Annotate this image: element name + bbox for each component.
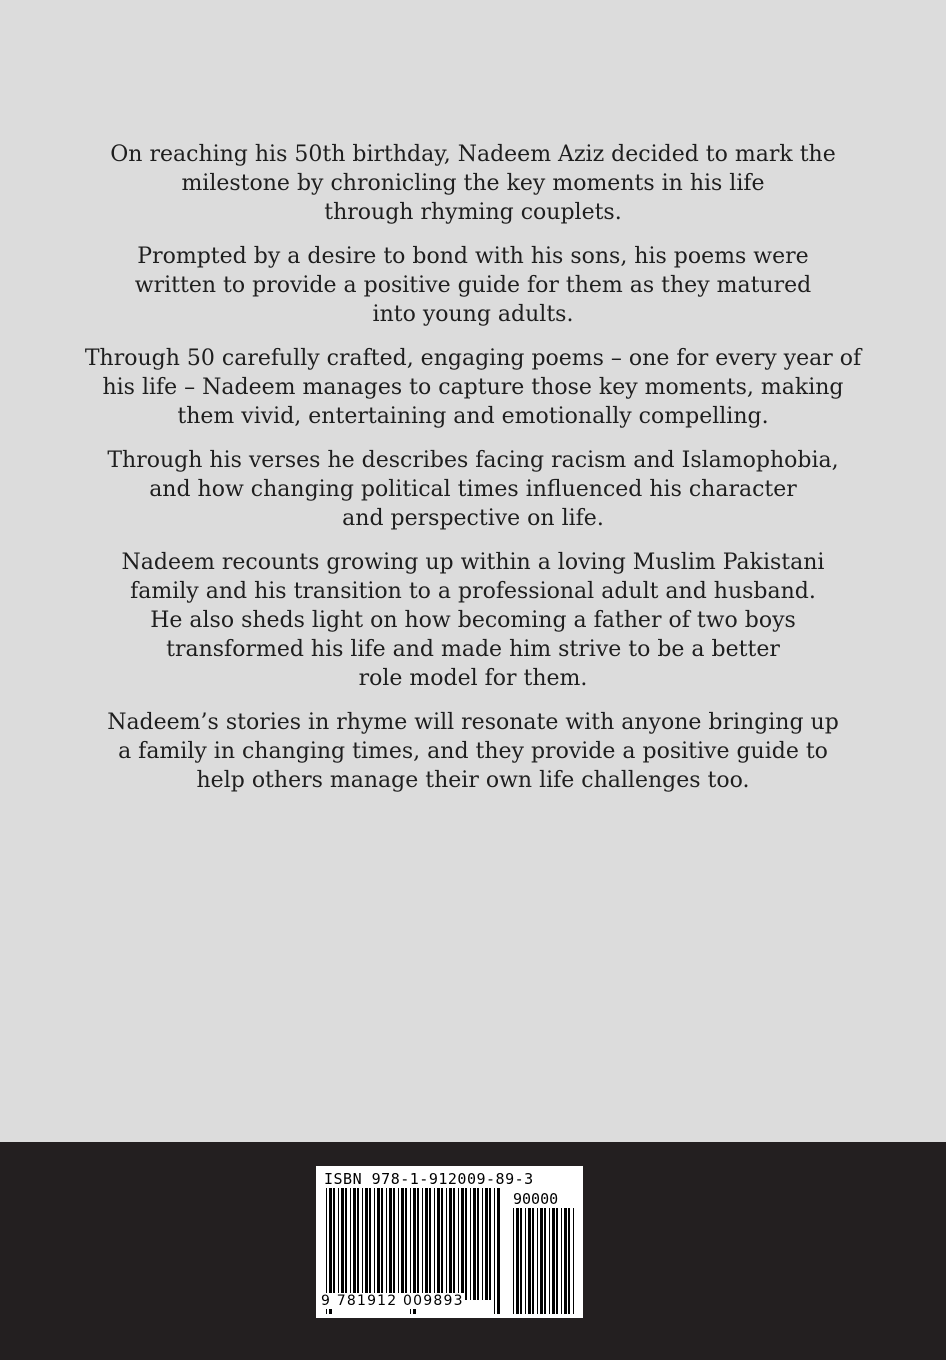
blurb-line: help others manage their own life challenges too.: [196, 768, 750, 793]
barcode-bar: [369, 1188, 371, 1300]
barcode-bar: [401, 1188, 404, 1300]
blurb-line: transformed his life and made him strive to be a better: [166, 637, 780, 662]
barcode-bar: [405, 1188, 407, 1300]
barcode-bar: [437, 1188, 440, 1300]
barcode-bar: [449, 1188, 452, 1300]
blurb-line: milestone by chronicling the key moments in his life: [181, 171, 765, 196]
barcode-bar: [441, 1188, 443, 1300]
barcode-bar: [389, 1188, 392, 1300]
blurb-paragraph-5: [0, 548, 946, 693]
addon-barcode-bars: [511, 1208, 577, 1314]
barcode-bar: [338, 1188, 339, 1300]
blurb-paragraph-1: [0, 140, 946, 227]
barcode-bar: [561, 1208, 562, 1314]
barcode-bar: [345, 1188, 347, 1300]
barcode-bar: [377, 1188, 380, 1300]
blurb-paragraph-6: [0, 708, 946, 795]
barcode-bar: [556, 1208, 558, 1314]
isbn-label: ISBN 978-1-912009-89-3: [324, 1170, 534, 1188]
blurb-line: and how changing political times influenced his character: [149, 477, 797, 502]
barcode-bar: [381, 1188, 383, 1300]
isbn-barcode: [316, 1166, 583, 1318]
barcode-bar: [341, 1188, 344, 1300]
blurb-line: and perspective on life.: [342, 506, 604, 531]
barcode-bar: [516, 1208, 519, 1314]
barcode-bar: [386, 1188, 387, 1300]
blurb-line: into young adults.: [372, 302, 574, 327]
blurb-line: his life – Nadeem manages to capture those key moments, making: [102, 375, 844, 400]
barcode-bar: [453, 1188, 455, 1300]
barcode-bar: [532, 1208, 534, 1314]
blurb-line: Prompted by a desire to bond with his sons, his poems were: [137, 244, 809, 269]
blurb-paragraph-4: [0, 446, 946, 533]
barcode-bar: [362, 1188, 363, 1300]
barcode-bar: [485, 1188, 488, 1300]
barcode-bar: [461, 1188, 464, 1300]
barcode-bar: [350, 1188, 351, 1300]
blurb-paragraph-3: [0, 344, 946, 431]
price-code: 90000: [513, 1190, 559, 1208]
barcode-bar: [425, 1188, 428, 1300]
barcode-bar: [573, 1208, 574, 1314]
blurb-line: a family in changing times, and they provide a positive guide to: [118, 739, 828, 764]
back-cover-blurb: [0, 140, 946, 810]
blurb-line: them vivid, entertaining and emotionally compelling.: [177, 404, 769, 429]
blurb-line: He also sheds light on how becoming a father of two boys: [150, 608, 796, 633]
barcode-bar: [398, 1188, 399, 1300]
blurb-line: through rhyming couplets.: [324, 200, 622, 225]
barcode-bar: [520, 1208, 522, 1314]
barcode-bar: [489, 1188, 491, 1300]
ean-digits: 9 781912 009893: [321, 1293, 464, 1309]
barcode-bar: [537, 1208, 538, 1314]
blurb-line: role model for them.: [358, 666, 588, 691]
barcode-bar: [374, 1188, 375, 1300]
barcode-bar: [470, 1188, 471, 1300]
blurb-line: family and his transition to a professional adult and husband.: [130, 579, 816, 604]
barcode-bar: [417, 1188, 419, 1300]
barcode-bar: [446, 1188, 447, 1300]
barcode-bar: [429, 1188, 431, 1300]
blurb-paragraph-2: [0, 242, 946, 329]
barcode-bar: [497, 1188, 500, 1314]
barcode-bar: [422, 1188, 423, 1300]
barcode-bar: [549, 1208, 550, 1314]
barcode-bar: [568, 1208, 570, 1314]
barcode-bar: [434, 1188, 435, 1300]
barcode-bar: [513, 1208, 514, 1314]
barcode-bar: [564, 1208, 567, 1314]
blurb-line: Nadeem’s stories in rhyme will resonate with anyone bringing up: [107, 710, 839, 735]
barcode-bar: [465, 1188, 467, 1300]
barcode-bar: [544, 1208, 546, 1314]
blurb-line: written to provide a positive guide for them as they matured: [134, 273, 812, 298]
barcode-bar: [458, 1188, 459, 1300]
barcode-bar: [494, 1188, 495, 1314]
barcode-bar: [365, 1188, 368, 1300]
blurb-line: Nadeem recounts growing up within a loving Muslim Pakistani: [121, 550, 825, 575]
barcode-bar: [528, 1208, 531, 1314]
barcode-bar: [473, 1188, 476, 1300]
blurb-line: Through 50 carefully crafted, engaging poems – one for every year of: [84, 346, 862, 371]
barcode-bar: [482, 1188, 483, 1300]
barcode-bar: [552, 1208, 555, 1314]
barcode-bar: [525, 1208, 526, 1314]
barcode-bar: [357, 1188, 359, 1300]
barcode-bar: [353, 1188, 356, 1300]
barcode-bar: [333, 1188, 335, 1300]
barcode-bar: [393, 1188, 395, 1300]
blurb-line: Through his verses he describes facing racism and Islamophobia,: [107, 448, 839, 473]
barcode-bar: [540, 1208, 543, 1314]
blurb-line: On reaching his 50th birthday, Nadeem Aziz decided to mark the: [110, 142, 836, 167]
barcode-bar: [477, 1188, 479, 1300]
